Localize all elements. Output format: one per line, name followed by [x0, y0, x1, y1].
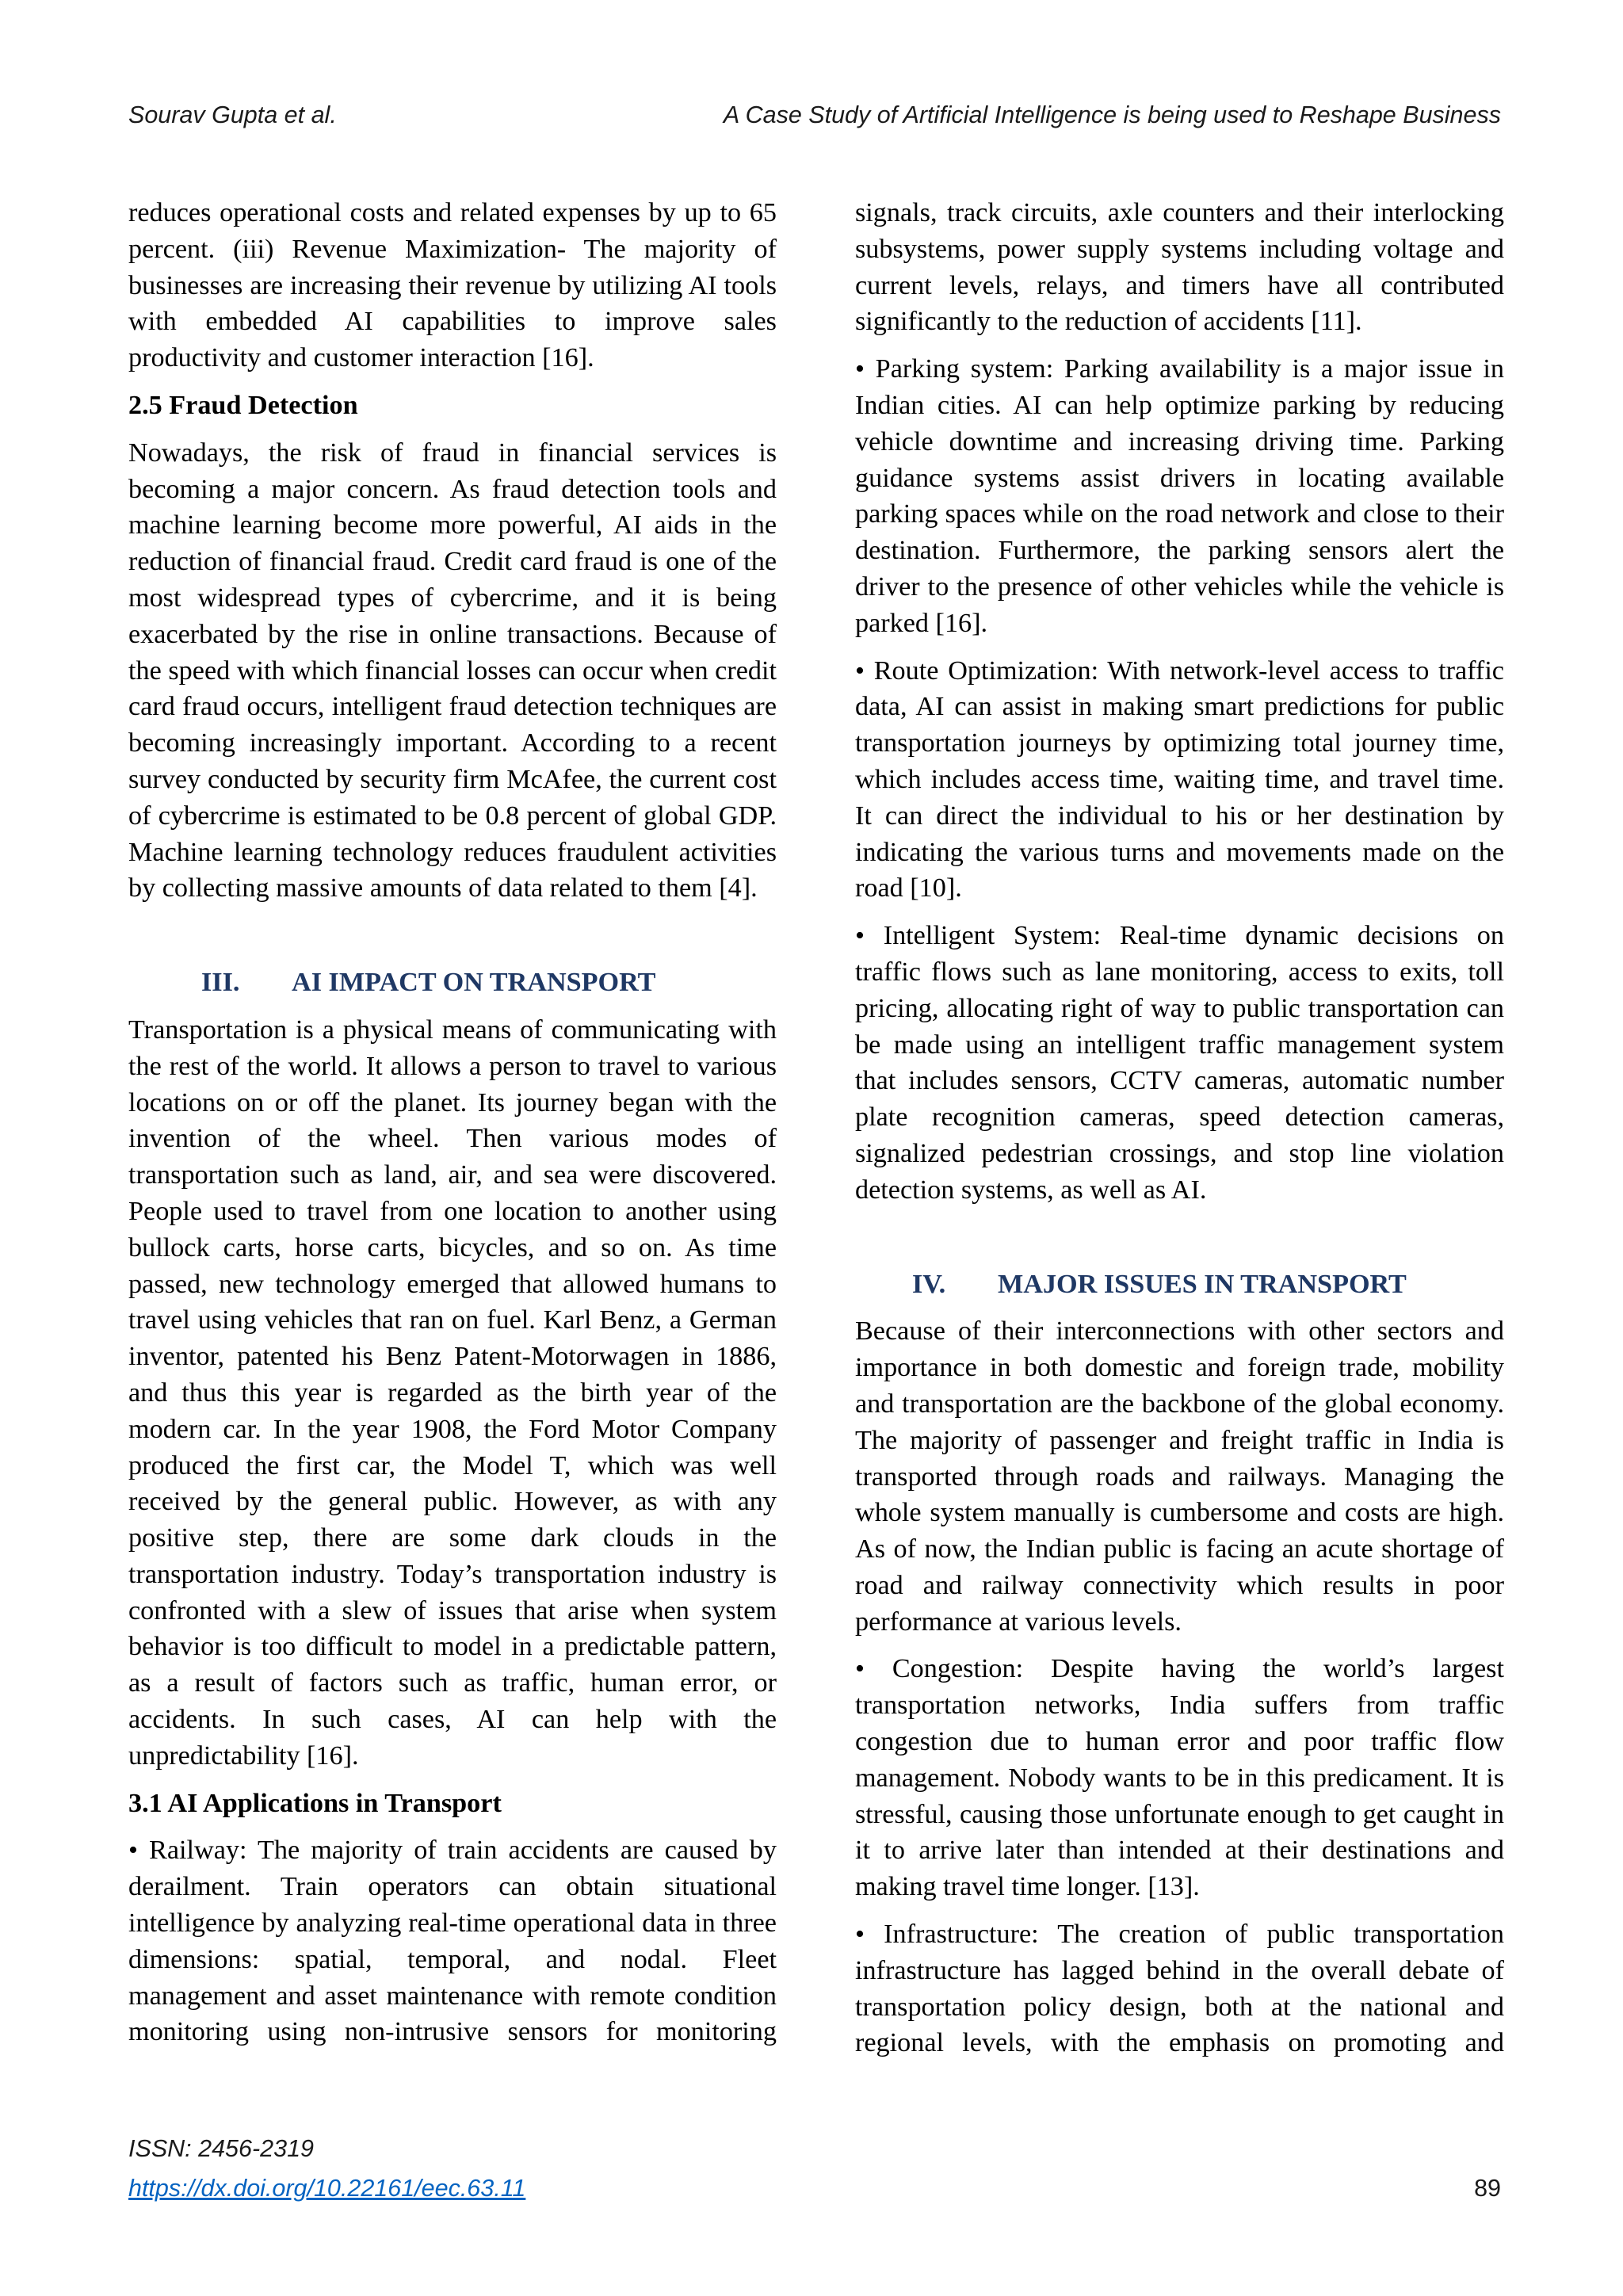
fraud-detection-heading: 2.5 Fraud Detection: [128, 390, 358, 420]
section-4-number: IV.: [912, 1269, 946, 1299]
header-running-title: A Case Study of Artificial Intelligence is being used to Reshape Business: [723, 101, 1501, 128]
doi-link[interactable]: https://dx.doi.org/10.22161/eec.63.11: [128, 2175, 526, 2202]
infrastructure-paragraph: • Infrastructure: The creation of public transportation infrastructure has lagged behind in the overall debate of transportation policy design, both at the national and regional levels, with the emphasis on promoting and: [855, 1920, 1504, 2058]
railway-paragraph-end: signals, track circuits, axle counters and their interlocking subsystems, power supply systems including voltage and current levels, relays, and timers have all contributed significantly to the reduction of accidents [11].: [855, 198, 1504, 337]
congestion-paragraph: • Congestion: Despite having the world’s largest transportation networks, India suffers from traffic congestion due to human error and poor traffic flow management. Nobody wants to be in this predicament. It is stressful, causing those unfortunate enough to get caught in it to arrive later than intended at their destinations and making travel time longer. [13].: [855, 1654, 1504, 1902]
header-authors: Sourav Gupta et al.: [128, 101, 337, 128]
ai-applications-heading: 3.1 AI Applications in Transport: [128, 1788, 502, 1818]
footer-issn: ISSN: 2456-2319: [128, 2135, 314, 2162]
page-number: 89: [1474, 2175, 1501, 2202]
section-4-title: MAJOR ISSUES IN TRANSPORT: [998, 1269, 1407, 1299]
intelligent-system-paragraph: • Intelligent System: Real-time dynamic decisions on traffic flows such as lane monitoring, access to exits, toll pricing, allocating right of way to public transportation can be made using an intelligent traffic management system that includes sensors, CCTV cameras, automatic number plate recognition cameras, speed detection cameras, signalized pedestrian crossings, and stop line violation detection systems, as well as AI.: [855, 921, 1504, 1205]
section-3-number: III.: [201, 968, 240, 998]
parking-system-paragraph: • Parking system: Parking availability is a major issue in Indian cities. AI can help optimize parking by reducing vehicle downtime and increasing driving time. Parking guidance systems assist drivers in locating available parking spaces while on the road network and close to their destination. Furthermore, the parking sensors alert the driver to the presence of other vehicles while the vehicle is parked [16].: [855, 354, 1504, 638]
left-column: [128, 195, 777, 2061]
intro-paragraph: reduces operational costs and related expenses by up to 65 percent. (iii) Revenue Maximization- The majority of businesses are increasing their revenue by utilizing AI tools with embedded AI capabilities to improve sales productivity and customer interaction [16].: [128, 198, 777, 373]
section-4-heading: [855, 1266, 1504, 1303]
right-column: [855, 195, 1504, 2073]
section-3-title: AI IMPACT ON TRANSPORT: [292, 968, 656, 998]
section-4-paragraph: Because of their interconnections with other sectors and importance in both domestic and foreign trade, mobility and transportation are the backbone of the global economy. The majority of passenger and freight traffic in India is transported through roads and railways. Managing the whole system manually is cumbersome and costs are high. As of now, the Indian public is facing an acute shortage of road and railway connectivity which results in poor performance at various levels.: [855, 1316, 1504, 1637]
section-3-heading: [128, 965, 777, 1001]
section-3-paragraph: Transportation is a physical means of communicating with the rest of the world. It allows a person to travel to various locations on or off the planet. Its journey began with the invention of the wheel. Then various modes of transportation such as land, air, and sea were discovered. People used to travel from one location to another using bullock carts, horse carts, bicycles, and so on. As time passed, new technology emerged that allowed humans to travel using vehicles that ran on fuel. Karl Benz, a German inventor, patented his Benz Patent-Motorwagen in 1886, and thus this year is regarded as the birth year of the modern car. In the year 1908, the Ford Motor Company produced the first car, the Model T, which was well received by the general public. However, as with any positive step, there are some dark clouds in the transportation industry. Today’s transportation industry is confronted with a slew of issues that arise when system behavior is too difficult to model in a predictable pattern, as a result of factors such as traffic, human error, or accidents. In such cases, AI can help with the unpredictability [16].: [128, 1014, 777, 1771]
railway-paragraph-start: • Railway: The majority of train accidents are caused by derailment. Train operators can obtain situational intelligence by analyzing real-time operational data in three dimensions: spatial, temporal, and nodal. Fleet management and asset maintenance with remote condition monitoring using non-intrusive sensors for monitoring: [128, 1836, 777, 2047]
running-header: [128, 101, 1501, 129]
route-optimization-paragraph: • Route Optimization: With network-level access to traffic data, AI can assist in making smart predictions for public transportation journeys by optimizing total journey time, which includes access time, waiting time, and travel time. It can direct the individual to his or her destination by indicating the various turns and movements made on the road [10].: [855, 655, 1504, 904]
fraud-detection-paragraph: Nowadays, the risk of fraud in financial services is becoming a major concern. As fraud detection tools and machine learning become more powerful, AI aids in the reduction of financial fraud. Credit card fraud is one of the most widespread types of cybercrime, and it is being exacerbated by the rise in online transactions. Because of the speed with which financial losses can occur when credit card fraud occurs, intelligent fraud detection techniques are becoming increasingly important. According to a recent survey conducted by security firm McAfee, the current cost of cybercrime is estimated to be 0.8 percent of global GDP. Machine learning technology reduces fraudulent activities by collecting massive amounts of data related to them [4].: [128, 437, 777, 904]
